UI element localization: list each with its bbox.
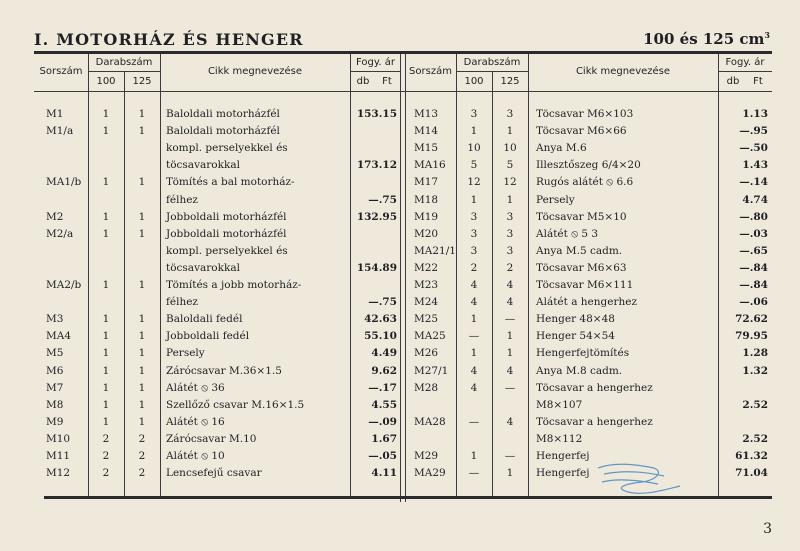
row-name: Persely xyxy=(166,347,205,360)
row-name: Alátét ⦸ 10 xyxy=(166,450,225,462)
row-name: Tömítés a jobb motorház- xyxy=(166,279,302,291)
row-name: Zárócsavar M.10 xyxy=(166,432,257,445)
row-code: M5 xyxy=(46,347,64,360)
row-code: MA28 xyxy=(414,415,446,428)
row-price: —.75 xyxy=(368,296,397,309)
row-name: Jobboldali motorházfél xyxy=(166,210,287,223)
row-name: Hengerfejtömítés xyxy=(536,347,630,360)
header-sorszam: Sorszám xyxy=(39,66,83,77)
row-q125: 4 xyxy=(506,364,514,377)
header-ft: Ft xyxy=(753,76,763,87)
row-q125: 1 xyxy=(138,364,146,377)
header-q125: 125 xyxy=(132,76,152,87)
row-q100: 4 xyxy=(470,364,478,377)
row-price: 71.04 xyxy=(735,467,768,480)
row-q100: 1 xyxy=(470,193,478,206)
header-ft: Ft xyxy=(382,76,392,87)
row-q100: 1 xyxy=(102,125,110,138)
row-price: 173.12 xyxy=(356,159,397,172)
row-q100: 10 xyxy=(467,142,481,155)
row-price: 4.55 xyxy=(371,398,397,411)
center-double-line xyxy=(400,54,406,502)
row-code: M3 xyxy=(46,313,64,326)
row-name: félhez xyxy=(166,296,198,309)
row-name: Töcsavar M6×103 xyxy=(536,108,634,120)
row-code: M8 xyxy=(46,398,64,411)
row-price: —.95 xyxy=(739,125,768,138)
row-q100: 1 xyxy=(102,415,110,428)
row-name: Lencsefejű csavar xyxy=(166,467,262,480)
row-q125: 2 xyxy=(506,261,514,274)
row-name: Alátét ⦸ 36 xyxy=(166,381,225,394)
row-name: Szellőző csavar M.16×1.5 xyxy=(166,398,305,411)
row-code: M13 xyxy=(414,108,439,120)
row-q125: 2 xyxy=(138,432,146,445)
row-price: 2.52 xyxy=(742,398,768,411)
row-code: M14 xyxy=(414,125,439,138)
row-price: —.03 xyxy=(739,227,768,240)
row-q125: 4 xyxy=(506,279,514,291)
row-price: 42.63 xyxy=(364,313,397,326)
row-name: Illesztőszeg 6/4×20 xyxy=(536,159,641,172)
row-price: 4.11 xyxy=(371,467,397,480)
row-code: M19 xyxy=(414,210,439,223)
row-q100: 2 xyxy=(470,261,478,274)
row-name: Hengerfej xyxy=(536,450,590,462)
row-q100: 2 xyxy=(102,467,110,480)
header-q125: 125 xyxy=(500,76,520,87)
row-q100: 3 xyxy=(470,108,478,120)
row-q100: 1 xyxy=(102,108,110,120)
row-q125: 1 xyxy=(506,193,514,206)
row-price: —.80 xyxy=(739,210,768,223)
header-cikk: Cikk megnevezése xyxy=(575,66,671,77)
row-q125: 2 xyxy=(138,467,146,480)
col-line xyxy=(160,54,161,496)
row-price: 72.62 xyxy=(735,313,768,326)
row-price: 153.15 xyxy=(356,108,397,120)
row-name: Persely xyxy=(536,193,575,206)
row-q125: 1 xyxy=(138,279,146,291)
row-price: 132.95 xyxy=(356,210,397,223)
row-q125: 1 xyxy=(138,381,146,394)
row-q125: 1 xyxy=(138,398,146,411)
row-name: félhez xyxy=(166,193,198,206)
row-name: Alátét ⦸ 16 xyxy=(166,415,225,428)
header-cikk: Cikk megnevezése xyxy=(207,66,303,77)
row-price: 55.10 xyxy=(364,330,397,343)
row-price: 9.62 xyxy=(371,364,397,377)
row-name: Jobboldali fedél xyxy=(166,330,250,343)
ink-scribble-mark xyxy=(594,460,694,500)
row-code: M1 xyxy=(46,108,64,120)
row-price: 79.95 xyxy=(735,330,768,343)
header-darabszam: Darabszám xyxy=(463,57,521,68)
row-q100: 1 xyxy=(102,210,110,223)
row-price: —.14 xyxy=(739,176,768,189)
row-price: 154.89 xyxy=(356,261,397,274)
row-q125: 4 xyxy=(506,296,514,309)
row-code: MA4 xyxy=(46,330,72,343)
row-q125: 1 xyxy=(138,108,146,120)
header-sorszam: Sorszám xyxy=(409,66,452,77)
row-name: M8×112 xyxy=(536,432,583,445)
row-q125: 1 xyxy=(138,415,146,428)
row-name: Töcsavar a hengerhez xyxy=(536,415,653,428)
row-price: 1.28 xyxy=(742,347,768,360)
row-q125: 1 xyxy=(138,176,146,189)
row-code: M9 xyxy=(46,415,64,428)
engine-size-unit-sup: 3 xyxy=(764,30,770,40)
row-price: 1.43 xyxy=(742,159,768,172)
row-q125: 1 xyxy=(506,347,514,360)
row-q125: 1 xyxy=(506,330,514,343)
row-q125: 1 xyxy=(506,125,514,138)
row-q100: 1 xyxy=(102,313,110,326)
page-title: I. MOTORHÁZ ÉS HENGER xyxy=(34,30,304,49)
row-code: MA25 xyxy=(414,330,446,343)
row-name: Hengerfej xyxy=(536,467,590,480)
row-price: —.09 xyxy=(368,415,397,428)
row-q125: — xyxy=(504,381,516,394)
row-q125: 5 xyxy=(506,159,514,172)
row-q100: 1 xyxy=(102,347,110,360)
row-q125: 3 xyxy=(506,227,514,240)
row-q100: 3 xyxy=(470,244,478,257)
header-darabszam: Darabszám xyxy=(95,57,153,68)
row-price: 1.67 xyxy=(371,432,397,445)
row-code: M17 xyxy=(414,176,439,189)
row-q100: — xyxy=(468,467,480,480)
row-code: M11 xyxy=(46,450,71,462)
row-price: 4.74 xyxy=(742,193,768,206)
row-price: 2.52 xyxy=(742,432,768,445)
row-price: —.17 xyxy=(368,381,397,394)
row-code: M18 xyxy=(414,193,439,206)
row-q100: — xyxy=(468,415,480,428)
engine-size-text: 100 és 125 cm xyxy=(643,30,765,48)
row-code: MA1/b xyxy=(46,176,82,189)
row-code: MA2/b xyxy=(46,279,82,291)
row-q100: 5 xyxy=(470,159,478,172)
row-code: MA21/1 xyxy=(414,244,456,257)
row-price: —.84 xyxy=(739,261,768,274)
row-name: Anya M.8 cadm. xyxy=(536,364,623,377)
row-code: M1/a xyxy=(46,125,74,138)
row-name: Zárócsavar M.36×1.5 xyxy=(166,364,282,377)
header-q100: 100 xyxy=(464,76,484,87)
row-q100: — xyxy=(468,330,480,343)
row-q100: 1 xyxy=(102,364,110,377)
header-fogy-ar: Fogy. ár xyxy=(356,57,395,68)
row-q100: 3 xyxy=(470,210,478,223)
row-code: M6 xyxy=(46,364,64,377)
row-q125: 1 xyxy=(138,125,146,138)
row-name: Töcsavar M5×10 xyxy=(536,210,627,223)
row-price: —.75 xyxy=(368,193,397,206)
row-q100: 2 xyxy=(102,432,110,445)
row-q100: 1 xyxy=(102,381,110,394)
row-name: kompl. perselyekkel és xyxy=(166,142,288,155)
row-code: M10 xyxy=(46,432,71,445)
row-name: Baloldali motorházfél xyxy=(166,125,280,138)
row-code: MA29 xyxy=(414,467,446,480)
page-number: 3 xyxy=(763,521,772,537)
row-name: Alátét ⦸ 5 3 xyxy=(536,227,599,240)
row-q100: 1 xyxy=(102,398,110,411)
row-q125: 3 xyxy=(506,244,514,257)
row-code: MA16 xyxy=(414,159,446,172)
header-subline-right-price xyxy=(718,71,772,72)
row-price: —.06 xyxy=(739,296,768,309)
row-code: M29 xyxy=(414,450,439,462)
row-q100: 4 xyxy=(470,296,478,309)
row-price: 61.32 xyxy=(735,450,768,462)
engine-size-label xyxy=(643,30,770,48)
header-db: db xyxy=(726,76,740,87)
header-fogy-ar: Fogy. ár xyxy=(725,57,765,68)
row-price: —.65 xyxy=(739,244,768,257)
row-q100: 1 xyxy=(102,330,110,343)
row-q125: 1 xyxy=(506,467,514,480)
row-name: Baloldali motorházfél xyxy=(166,108,280,120)
row-code: M28 xyxy=(414,381,439,394)
header-subline-left-price xyxy=(350,71,401,72)
row-q100: 4 xyxy=(470,381,478,394)
row-q125: 10 xyxy=(503,142,517,155)
row-name: Alátét a hengerhez xyxy=(536,296,637,309)
row-name: Henger 54×54 xyxy=(536,330,615,343)
row-q100: 1 xyxy=(102,227,110,240)
row-name: Tömítés a bal motorház- xyxy=(166,176,295,189)
row-q125: 2 xyxy=(138,450,146,462)
row-code: M23 xyxy=(414,279,439,291)
col-line xyxy=(528,54,529,496)
row-q100: 4 xyxy=(470,279,478,291)
header-db: db xyxy=(356,76,370,87)
row-code: M25 xyxy=(414,313,439,326)
row-price: —.05 xyxy=(368,450,397,462)
row-price: 4.49 xyxy=(371,347,397,360)
row-q100: 2 xyxy=(102,450,110,462)
row-name: töcsavarokkal xyxy=(166,159,240,172)
row-name: kompl. perselyekkel és xyxy=(166,244,288,257)
row-code: M2 xyxy=(46,210,64,223)
row-q100: 1 xyxy=(102,279,110,291)
row-code: M15 xyxy=(414,142,439,155)
row-price: 1.13 xyxy=(742,108,768,120)
row-q100: 3 xyxy=(470,227,478,240)
row-code: M7 xyxy=(46,381,64,394)
row-name: töcsavarokkal xyxy=(166,261,240,274)
row-q100: 12 xyxy=(467,176,481,189)
row-code: M2/a xyxy=(46,227,74,240)
row-name: Rugós alátét ⦸ 6.6 xyxy=(536,176,634,189)
row-q125: — xyxy=(504,450,516,462)
row-price: 1.32 xyxy=(742,364,768,377)
row-q125: 12 xyxy=(503,176,517,189)
row-code: M20 xyxy=(414,227,439,240)
row-name: Jobboldali motorházfél xyxy=(166,227,287,240)
row-q125: 3 xyxy=(506,210,514,223)
row-name: Töcsavar M6×63 xyxy=(536,261,627,274)
row-q125: 1 xyxy=(138,330,146,343)
row-name: Anya M.5 cadm. xyxy=(536,244,623,257)
row-name: Henger 48×48 xyxy=(536,313,615,326)
row-name: Töcsavar M6×111 xyxy=(536,279,634,291)
row-q125: 3 xyxy=(506,108,514,120)
row-q125: 1 xyxy=(138,227,146,240)
header-q100: 100 xyxy=(96,76,116,87)
row-q125: 1 xyxy=(138,313,146,326)
row-code: M27/1 xyxy=(414,364,449,377)
row-q125: 1 xyxy=(138,347,146,360)
row-name: Töcsavar M6×66 xyxy=(536,125,627,138)
row-name: M8×107 xyxy=(536,398,583,411)
row-q125: 1 xyxy=(138,210,146,223)
row-q100: 1 xyxy=(470,450,478,462)
row-q100: 1 xyxy=(470,125,478,138)
row-q100: 1 xyxy=(470,347,478,360)
row-code: M26 xyxy=(414,347,439,360)
row-name: Anya M.6 xyxy=(536,142,587,155)
row-q100: 1 xyxy=(102,176,110,189)
row-q100: 1 xyxy=(470,313,478,326)
row-q125: 4 xyxy=(506,415,514,428)
row-name: Töcsavar a hengerhez xyxy=(536,381,653,394)
row-code: M22 xyxy=(414,261,439,274)
row-price: —.50 xyxy=(739,142,768,155)
row-code: M24 xyxy=(414,296,439,309)
row-code: M12 xyxy=(46,467,71,480)
row-price: —.84 xyxy=(739,279,768,291)
row-name: Baloldali fedél xyxy=(166,313,243,326)
row-q125: — xyxy=(504,313,516,326)
